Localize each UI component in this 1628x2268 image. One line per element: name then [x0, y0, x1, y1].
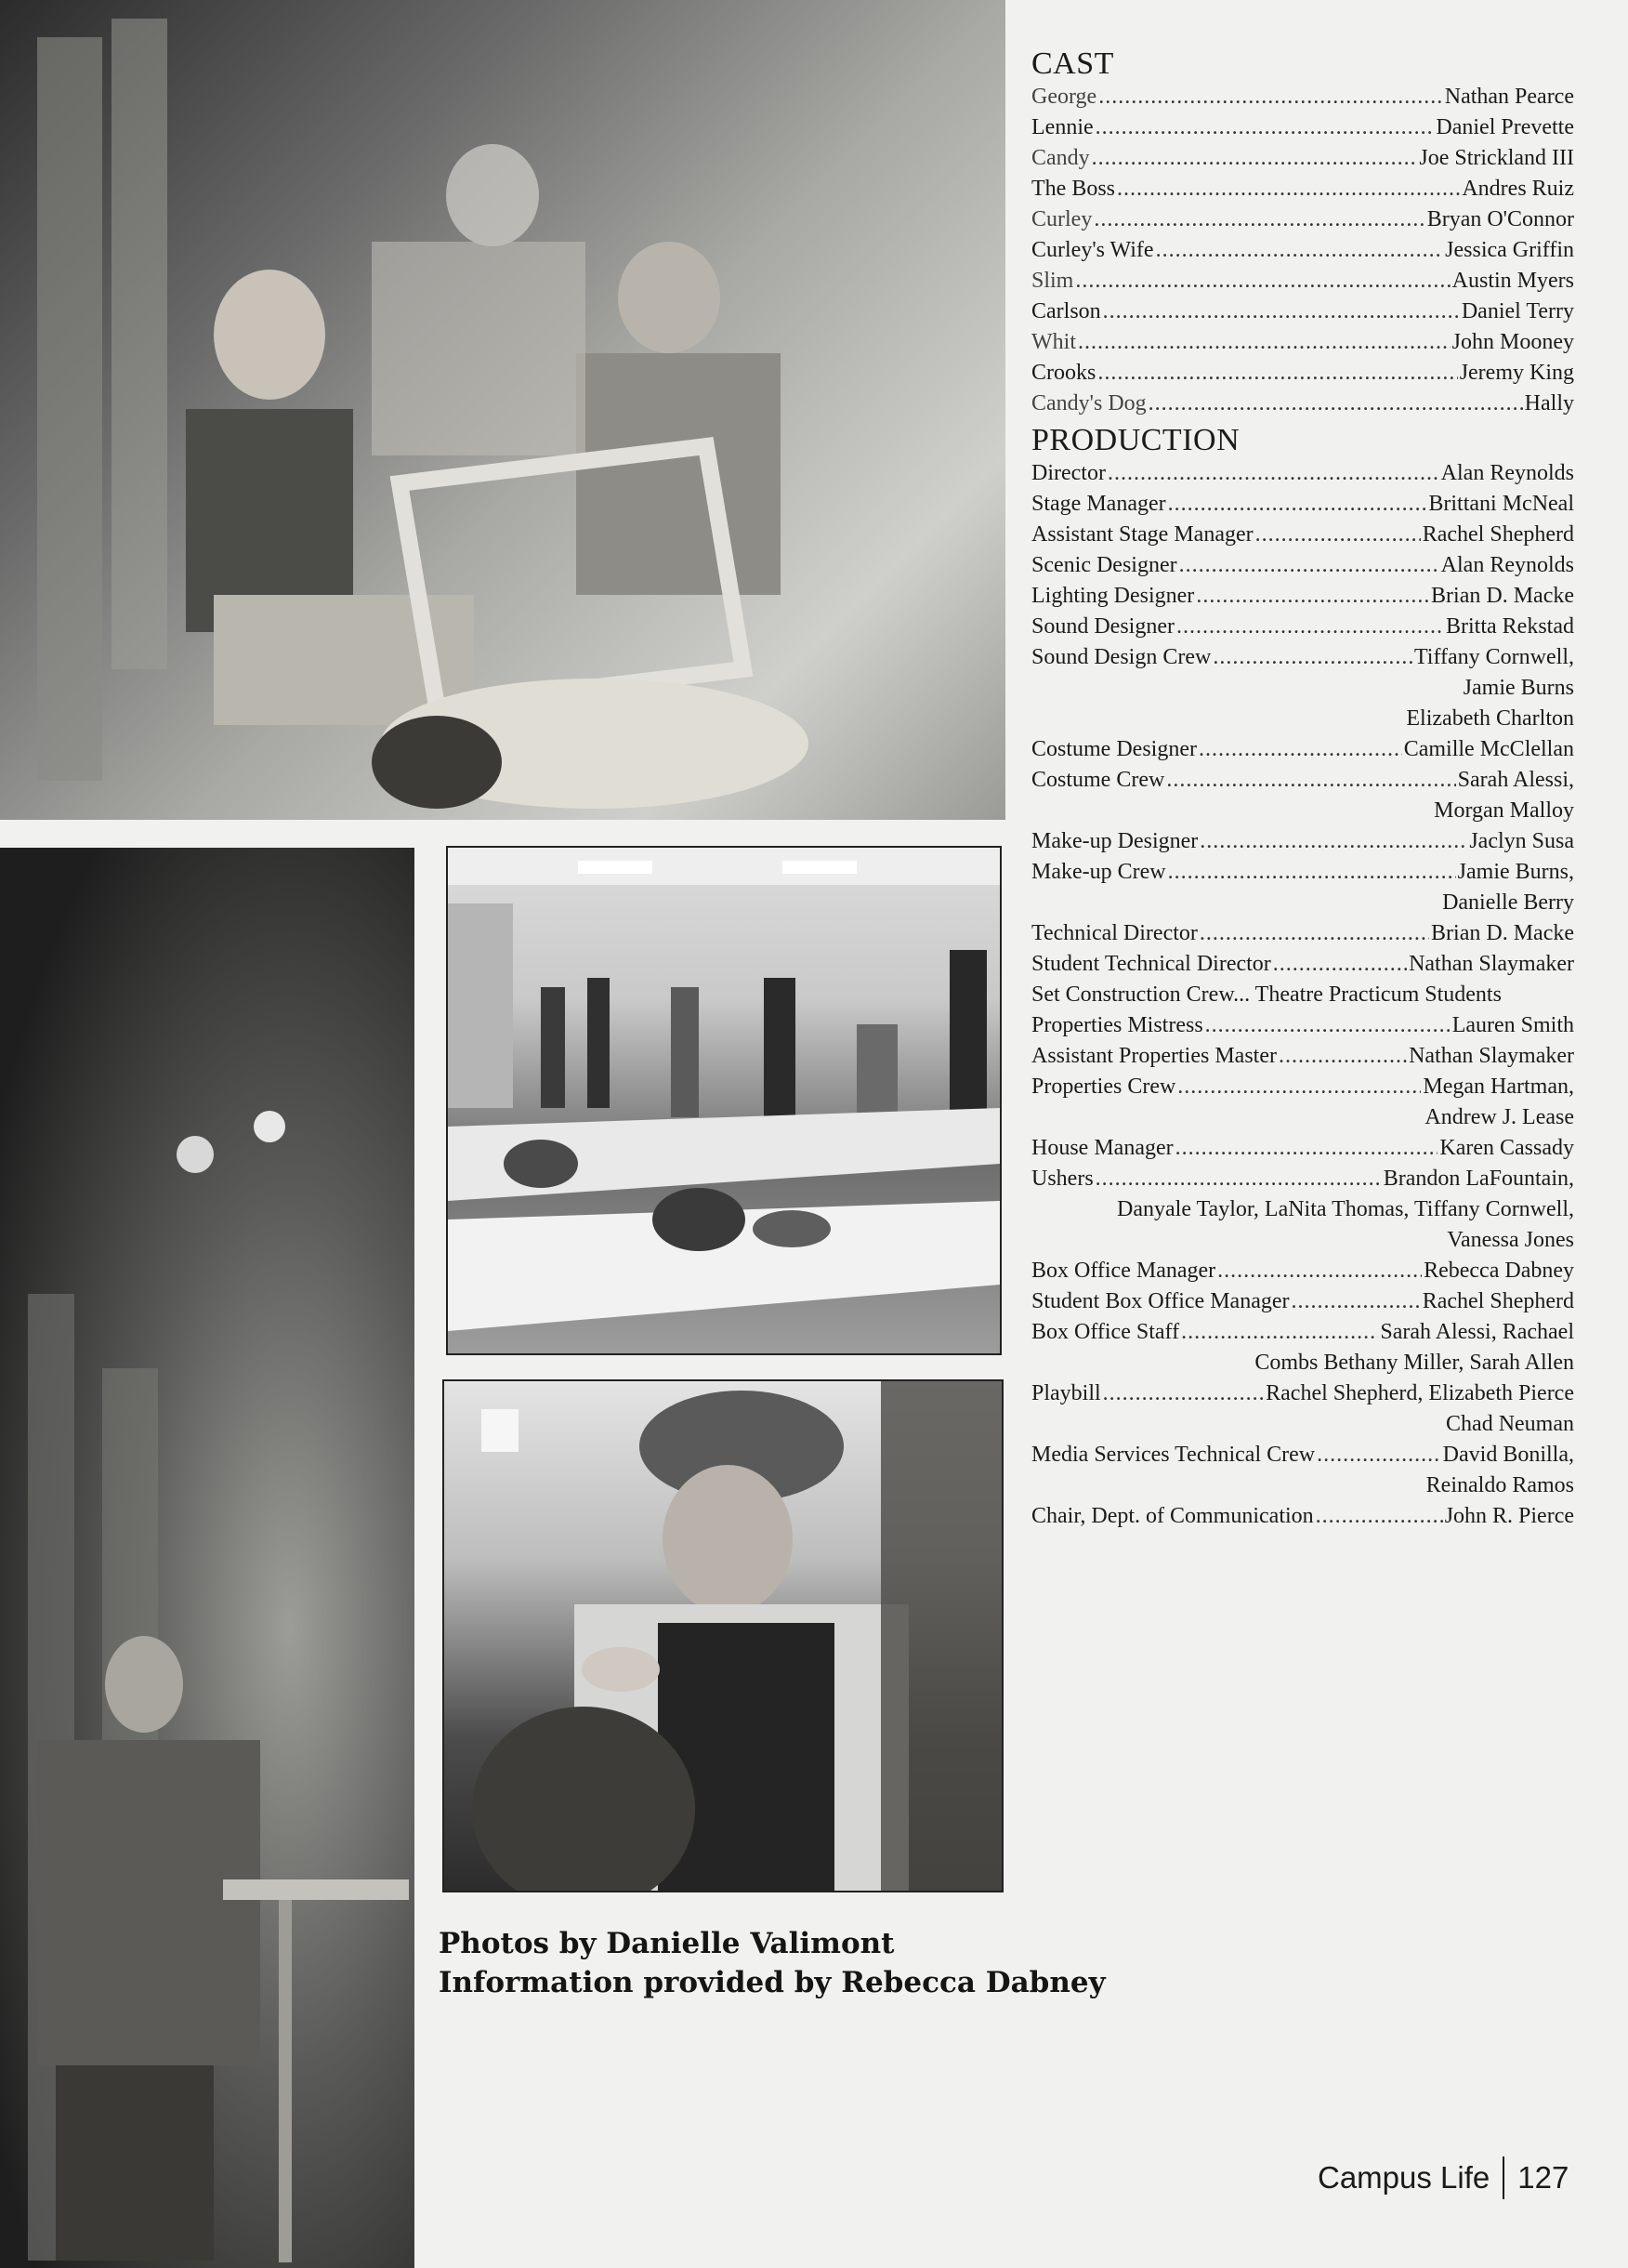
backstage-makeup-room-photo-graphic	[448, 848, 1000, 1353]
dot-leader	[1181, 1317, 1378, 1348]
credit-role: Box Office Staff	[1031, 1320, 1180, 1344]
credit-row	[1031, 235, 1574, 266]
credit-role: Scenic Designer	[1031, 553, 1177, 577]
credit-role: The Boss	[1031, 177, 1115, 201]
credit-name: Jeremy King	[1459, 361, 1574, 385]
dot-leader	[1316, 1501, 1443, 1532]
dot-leader	[1205, 1010, 1451, 1041]
section-name: Campus Life	[1318, 2160, 1490, 2195]
credit-role: Slim	[1031, 269, 1074, 293]
credit-name: Sarah Alessi, Rachael	[1380, 1320, 1574, 1344]
credit-name: Hally	[1524, 391, 1574, 415]
credit-row	[1031, 642, 1574, 673]
dot-leader	[1255, 520, 1421, 550]
credit-name: Alan Reynolds	[1440, 461, 1574, 485]
dot-leader	[1317, 1440, 1441, 1470]
credit-role: Playbill	[1031, 1381, 1101, 1405]
dot-leader	[1200, 918, 1429, 949]
dot-leader	[1175, 1133, 1438, 1164]
credit-role: Crooks	[1031, 361, 1096, 385]
credit-row	[1031, 1256, 1574, 1286]
credit-name: Brian D. Macke	[1431, 584, 1574, 608]
credit-role: George	[1031, 85, 1097, 109]
footer-divider	[1503, 2156, 1504, 2199]
dot-leader	[1292, 1286, 1421, 1317]
dot-leader	[1108, 458, 1439, 489]
dot-leader	[1096, 112, 1435, 143]
credit-name: John R. Pierce	[1444, 1504, 1574, 1528]
credits-panel	[1031, 46, 1574, 1532]
credit-row	[1031, 826, 1574, 857]
credit-row	[1031, 266, 1574, 297]
credit-row	[1031, 174, 1574, 204]
credit-name: Joe Strickland III	[1419, 146, 1574, 170]
credit-name: Jessica Griffin	[1445, 238, 1574, 262]
credit-row	[1031, 204, 1574, 235]
credit-name: Lauren Smith	[1451, 1013, 1574, 1037]
credit-role: Candy's Dog	[1031, 391, 1147, 415]
credit-row	[1031, 857, 1574, 888]
dot-leader	[1217, 1256, 1422, 1286]
credit-row	[1031, 1072, 1574, 1102]
credit-name: Rachel Shepherd	[1422, 1289, 1574, 1313]
credit-name: Karen Cassady	[1439, 1136, 1574, 1160]
credit-row	[1031, 458, 1574, 489]
credit-name: Brittani McNeal	[1428, 492, 1574, 516]
credit-name-continued: Reinaldo Ramos	[1425, 1473, 1574, 1497]
dot-leader	[1176, 612, 1444, 642]
dot-leader	[1103, 1378, 1264, 1409]
dot-leader	[1166, 765, 1455, 796]
dot-leader	[1094, 204, 1424, 235]
dot-leader	[1199, 734, 1402, 765]
credit-name: Daniel Prevette	[1436, 115, 1574, 139]
dot-leader	[1097, 358, 1457, 389]
backstage-makeup-application-photo-graphic	[444, 1381, 1002, 1891]
stage-photo-actor-looking-up-graphic	[0, 848, 414, 2268]
credit-role: Curley	[1031, 207, 1093, 231]
credit-role: Box Office Manager	[1031, 1259, 1216, 1283]
credit-name: Jamie Burns,	[1457, 860, 1574, 884]
credit-name-continued: Andrew J. Lease	[1424, 1105, 1574, 1129]
credit-role: Stage Manager	[1031, 492, 1166, 516]
credit-row	[1031, 520, 1574, 550]
credit-name-continued: Morgan Malloy	[1434, 798, 1574, 823]
backstage-makeup-application-photo	[442, 1379, 1004, 1892]
credit-name-continued: Elizabeth Charlton	[1406, 706, 1574, 731]
credit-name: Nathan Slaymaker	[1409, 1044, 1574, 1068]
credit-name: Alan Reynolds	[1440, 553, 1574, 577]
info-credit-line: Information provided by Rebecca Dabney	[439, 1966, 1106, 1999]
credit-name: Nathan Pearce	[1444, 85, 1574, 109]
credit-row	[1031, 327, 1574, 358]
credit-name: Jaclyn Susa	[1469, 829, 1574, 853]
credit-row	[1031, 1378, 1574, 1409]
credit-row	[1031, 1317, 1574, 1348]
credit-name: David Bonilla,	[1442, 1443, 1574, 1467]
credit-role: Technical Director	[1031, 921, 1198, 945]
credit-role: Director	[1031, 461, 1106, 485]
credit-name-continued: Jamie Burns	[1463, 676, 1574, 700]
dot-leader	[1092, 143, 1418, 174]
production-list	[1031, 458, 1574, 1532]
credit-row	[1031, 1164, 1574, 1194]
credit-row	[1031, 389, 1574, 419]
dot-leader	[1177, 1072, 1421, 1102]
credit-name: Brian D. Macke	[1431, 921, 1574, 945]
credit-name: Camille McClellan	[1403, 737, 1574, 761]
dot-leader	[1103, 297, 1460, 327]
dot-leader	[1149, 389, 1523, 419]
stage-photo-cast-seated-graphic	[0, 0, 1005, 820]
dot-leader	[1279, 1041, 1407, 1072]
stage-photo-cast-seated	[0, 0, 1005, 820]
credit-role: Candy	[1031, 146, 1090, 170]
dot-leader	[1117, 174, 1460, 204]
credit-row	[1031, 489, 1574, 520]
credit-role: Student Technical Director	[1031, 952, 1271, 976]
credit-row	[1031, 918, 1574, 949]
dot-leader	[1156, 235, 1444, 266]
credit-role: Make-up Crew	[1031, 860, 1166, 884]
credit-role: Properties Mistress	[1031, 1013, 1203, 1037]
credit-name: Tiffany Cornwell,	[1413, 645, 1574, 669]
credit-row	[1031, 1501, 1574, 1532]
credit-row	[1031, 143, 1574, 174]
cast-heading: CAST	[1031, 46, 1114, 81]
photo-credit-line: Photos by Danielle Valimont	[439, 1927, 895, 1960]
credit-name: Daniel Terry	[1461, 299, 1574, 323]
credit-role: Media Services Technical Crew	[1031, 1443, 1316, 1467]
credit-name-continued: Combs Bethany Miller, Sarah Allen	[1254, 1351, 1574, 1375]
credit-role: Costume Designer	[1031, 737, 1197, 761]
credit-role: Sound Designer	[1031, 614, 1175, 639]
credit-role: Properties Crew	[1031, 1075, 1176, 1099]
dot-leader	[1179, 550, 1439, 581]
dot-leader	[1200, 826, 1467, 857]
credit-name: Megan Hartman,	[1423, 1075, 1574, 1099]
credit-name: Sarah Alessi,	[1457, 768, 1574, 792]
credit-role: Lennie	[1031, 115, 1094, 139]
dot-leader	[1196, 581, 1429, 612]
credit-role: Carlson	[1031, 299, 1101, 323]
credit-row	[1031, 612, 1574, 642]
credit-name: Bryan O'Connor	[1426, 207, 1574, 231]
cast-list	[1031, 82, 1574, 419]
credit-name: Nathan Slaymaker	[1409, 952, 1574, 976]
credit-role: Sound Design Crew	[1031, 645, 1212, 669]
credit-row	[1031, 112, 1574, 143]
dot-leader	[1098, 82, 1443, 112]
dot-leader	[1075, 266, 1450, 297]
dot-leader	[1273, 949, 1407, 980]
credit-row	[1031, 297, 1574, 327]
credit-role: Assistant Stage Manager	[1031, 522, 1254, 547]
credit-name: Rachel Shepherd, Elizabeth Pierce	[1266, 1381, 1574, 1405]
credit-role: Student Box Office Manager	[1031, 1289, 1290, 1313]
credit-name: Austin Myers	[1451, 269, 1574, 293]
credit-role: Curley's Wife	[1031, 238, 1154, 262]
credit-role: Make-up Designer	[1031, 829, 1199, 853]
credit-name: Andres Ruiz	[1462, 177, 1574, 201]
credit-row	[1031, 550, 1574, 581]
credit-row	[1031, 581, 1574, 612]
credit-name-continued: Vanessa Jones	[1447, 1228, 1574, 1252]
credit-role: Lighting Designer	[1031, 584, 1195, 608]
stage-photo-actor-looking-up	[0, 848, 414, 2268]
credit-name: Britta Rekstad	[1446, 614, 1574, 639]
credit-row	[1031, 1286, 1574, 1317]
page-number: 127	[1517, 2160, 1569, 2195]
credit-line: Set Construction Crew... Theatre Practicum Students	[1031, 982, 1502, 1007]
credit-row	[1031, 1041, 1574, 1072]
dot-leader	[1168, 489, 1427, 520]
credit-name-continued: Chad Neuman	[1446, 1412, 1574, 1436]
credit-name: John Mooney	[1451, 330, 1574, 354]
credit-role: Ushers	[1031, 1167, 1094, 1191]
credit-row	[1031, 949, 1574, 980]
photo-credit	[439, 1924, 1145, 2002]
credit-name: Brandon LaFountain,	[1383, 1167, 1574, 1191]
dot-leader	[1168, 857, 1456, 888]
credit-row	[1031, 82, 1574, 112]
dot-leader	[1096, 1164, 1382, 1194]
credit-row	[1031, 358, 1574, 389]
page-footer	[1318, 2156, 1569, 2199]
credit-row	[1031, 1440, 1574, 1470]
credit-name-continued: Danyale Taylor, LaNita Thomas, Tiffany Cornwell,	[1117, 1197, 1574, 1221]
credit-row	[1031, 1010, 1574, 1041]
production-heading: PRODUCTION	[1031, 423, 1241, 457]
credit-role: Assistant Properties Master	[1031, 1044, 1277, 1068]
dot-leader	[1213, 642, 1412, 673]
credit-row	[1031, 734, 1574, 765]
credit-name-continued: Danielle Berry	[1442, 890, 1574, 915]
credit-row	[1031, 1133, 1574, 1164]
credit-role: House Manager	[1031, 1136, 1174, 1160]
credit-role: Costume Crew	[1031, 768, 1165, 792]
credit-role: Whit	[1031, 330, 1076, 354]
credit-name: Rachel Shepherd	[1422, 522, 1574, 547]
credit-role: Chair, Dept. of Communication	[1031, 1504, 1314, 1528]
credit-name: Rebecca Dabney	[1424, 1259, 1574, 1283]
backstage-makeup-room-photo	[446, 846, 1002, 1355]
credit-row	[1031, 765, 1574, 796]
dot-leader	[1078, 327, 1451, 358]
